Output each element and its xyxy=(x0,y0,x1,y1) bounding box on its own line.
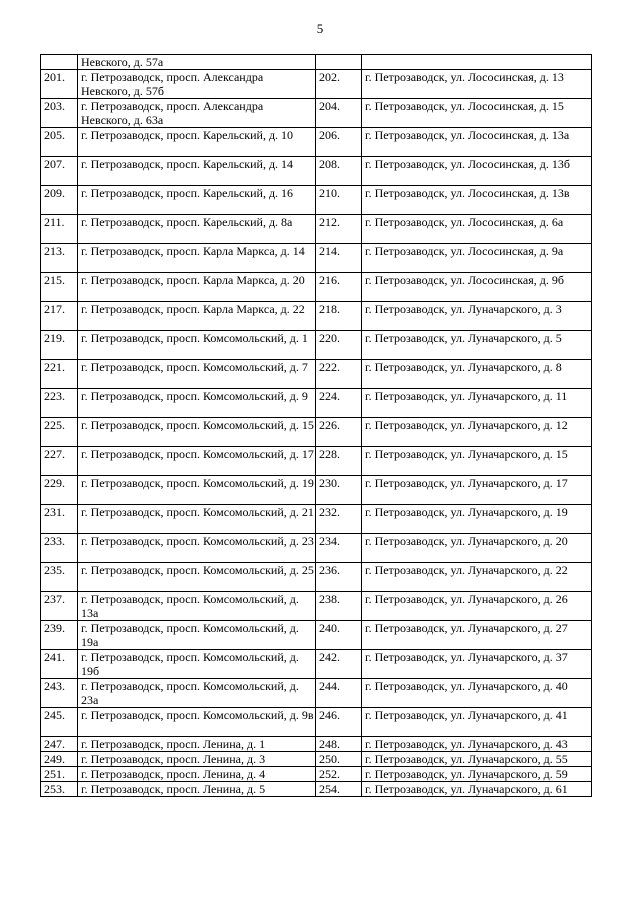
entry-number-right: 232. xyxy=(316,505,362,534)
entry-address-left: Невского, д. 57а xyxy=(78,55,316,70)
entry-address-left: г. Петрозаводск, просп. Комсомольский, д. 9в xyxy=(78,708,316,737)
entry-number-left: 209. xyxy=(41,186,78,215)
entry-number-right: 254. xyxy=(316,782,362,797)
entry-number-left: 243. xyxy=(41,679,78,708)
table-row xyxy=(41,650,592,679)
entry-number-right: 248. xyxy=(316,737,362,752)
table-row xyxy=(41,389,592,418)
entry-address-right: г. Петрозаводск, ул. Лососинская, д. 6а xyxy=(362,215,592,244)
table-row xyxy=(41,418,592,447)
table-row xyxy=(41,679,592,708)
entry-number-right: 236. xyxy=(316,563,362,592)
entry-address-left: г. Петрозаводск, просп. Комсомольский, д. 19б xyxy=(78,650,316,679)
entry-address-left: г. Петрозаводск, просп. Ленина, д. 5 xyxy=(78,782,316,797)
entry-number-right: 240. xyxy=(316,621,362,650)
entry-address-left: г. Петрозаводск, просп. Комсомольский, д. 19 xyxy=(78,476,316,505)
entry-number-left: 225. xyxy=(41,418,78,447)
entry-address-right: г. Петрозаводск, ул. Лососинская, д. 9б xyxy=(362,273,592,302)
entry-address-right: г. Петрозаводск, ул. Луначарского, д. 5 xyxy=(362,331,592,360)
entry-address-left: г. Петрозаводск, просп. Комсомольский, д. 7 xyxy=(78,360,316,389)
entry-address-right: г. Петрозаводск, ул. Луначарского, д. 41 xyxy=(362,708,592,737)
entry-number-right: 222. xyxy=(316,360,362,389)
entry-address-right: г. Петрозаводск, ул. Луначарского, д. 12 xyxy=(362,418,592,447)
entry-number-left: 241. xyxy=(41,650,78,679)
entry-number-left: 213. xyxy=(41,244,78,273)
entry-address-right: г. Петрозаводск, ул. Луначарского, д. 19 xyxy=(362,505,592,534)
entry-address-right: г. Петрозаводск, ул. Луначарского, д. 20 xyxy=(362,534,592,563)
entry-number-left: 233. xyxy=(41,534,78,563)
entry-address-right: г. Петрозаводск, ул. Луначарского, д. 17 xyxy=(362,476,592,505)
entry-number-right: 250. xyxy=(316,752,362,767)
entry-address-right: г. Петрозаводск, ул. Лососинская, д. 13б xyxy=(362,157,592,186)
entry-number-left: 211. xyxy=(41,215,78,244)
entry-number-left: 247. xyxy=(41,737,78,752)
table-row xyxy=(41,55,592,70)
entry-number-left: 231. xyxy=(41,505,78,534)
table-row xyxy=(41,128,592,157)
table-row xyxy=(41,708,592,737)
entry-number-left: 253. xyxy=(41,782,78,797)
entry-address-left: г. Петрозаводск, просп. Комсомольский, д. 13а xyxy=(78,592,316,621)
table-row xyxy=(41,70,592,99)
entry-number-right: 230. xyxy=(316,476,362,505)
table-row xyxy=(41,273,592,302)
entry-number-left: 223. xyxy=(41,389,78,418)
entry-number-right: 214. xyxy=(316,244,362,273)
entry-address-left: г. Петрозаводск, просп. Карельский, д. 16 xyxy=(78,186,316,215)
entry-address-right: г. Петрозаводск, ул. Луначарского, д. 15 xyxy=(362,447,592,476)
entry-address-left: г. Петрозаводск, просп. Карельский, д. 10 xyxy=(78,128,316,157)
table-row xyxy=(41,360,592,389)
entry-number-left: 217. xyxy=(41,302,78,331)
table-row xyxy=(41,752,592,767)
table-row xyxy=(41,302,592,331)
table-row xyxy=(41,99,592,128)
entry-number-left xyxy=(41,55,78,70)
table-row xyxy=(41,782,592,797)
entry-address-right: г. Петрозаводск, ул. Луначарского, д. 26 xyxy=(362,592,592,621)
address-table xyxy=(40,54,592,797)
entry-address-right: г. Петрозаводск, ул. Луначарского, д. 27 xyxy=(362,621,592,650)
entry-address-right xyxy=(362,55,592,70)
table-row xyxy=(41,476,592,505)
entry-number-right: 206. xyxy=(316,128,362,157)
entry-number-left: 235. xyxy=(41,563,78,592)
entry-address-left: г. Петрозаводск, просп. Карла Маркса, д. 20 xyxy=(78,273,316,302)
entry-address-right: г. Петрозаводск, ул. Луначарского, д. 43 xyxy=(362,737,592,752)
entry-address-left: г. Петрозаводск, просп. Карла Маркса, д. 14 xyxy=(78,244,316,273)
entry-number-right: 238. xyxy=(316,592,362,621)
page-number: 5 xyxy=(316,21,324,36)
table-row xyxy=(41,215,592,244)
entry-address-right: г. Петрозаводск, ул. Луначарского, д. 40 xyxy=(362,679,592,708)
entry-number-right: 242. xyxy=(316,650,362,679)
entry-number-right: 220. xyxy=(316,331,362,360)
entry-number-right: 246. xyxy=(316,708,362,737)
entry-number-left: 203. xyxy=(41,99,78,128)
entry-address-left: г. Петрозаводск, просп. Ленина, д. 4 xyxy=(78,767,316,782)
entry-address-left: г. Петрозаводск, просп. Комсомольский, д. 1 xyxy=(78,331,316,360)
entry-number-left: 245. xyxy=(41,708,78,737)
entry-number-left: 249. xyxy=(41,752,78,767)
entry-address-right: г. Петрозаводск, ул. Лососинская, д. 13а xyxy=(362,128,592,157)
table-row xyxy=(41,621,592,650)
entry-number-right: 218. xyxy=(316,302,362,331)
entry-number-right: 216. xyxy=(316,273,362,302)
entry-number-left: 219. xyxy=(41,331,78,360)
entry-number-right: 226. xyxy=(316,418,362,447)
entry-address-left: г. Петрозаводск, просп. Комсомольский, д. 21 xyxy=(78,505,316,534)
table-row xyxy=(41,447,592,476)
table-row xyxy=(41,244,592,273)
entry-number-left: 239. xyxy=(41,621,78,650)
entry-address-right: г. Петрозаводск, ул. Луначарского, д. 8 xyxy=(362,360,592,389)
entry-address-left: г. Петрозаводск, просп. Александра Невского, д. 63а xyxy=(78,99,316,128)
entry-number-left: 221. xyxy=(41,360,78,389)
table-row xyxy=(41,592,592,621)
address-table-body xyxy=(41,55,592,797)
entry-number-left: 237. xyxy=(41,592,78,621)
entry-address-left: г. Петрозаводск, просп. Карла Маркса, д. 22 xyxy=(78,302,316,331)
entry-number-right xyxy=(316,55,362,70)
table-row xyxy=(41,157,592,186)
entry-number-left: 227. xyxy=(41,447,78,476)
entry-address-left: г. Петрозаводск, просп. Комсомольский, д. 17 xyxy=(78,447,316,476)
entry-number-right: 212. xyxy=(316,215,362,244)
entry-number-right: 244. xyxy=(316,679,362,708)
table-row xyxy=(41,331,592,360)
table-row xyxy=(41,534,592,563)
entry-address-right: г. Петрозаводск, ул. Луначарского, д. 61 xyxy=(362,782,592,797)
entry-number-right: 252. xyxy=(316,767,362,782)
table-row xyxy=(41,563,592,592)
entry-number-right: 208. xyxy=(316,157,362,186)
entry-address-right: г. Петрозаводск, ул. Луначарского, д. 55 xyxy=(362,752,592,767)
entry-address-left: г. Петрозаводск, просп. Комсомольский, д. 19а xyxy=(78,621,316,650)
entry-address-right: г. Петрозаводск, ул. Лососинская, д. 13 xyxy=(362,70,592,99)
entry-address-right: г. Петрозаводск, ул. Луначарского, д. 37 xyxy=(362,650,592,679)
entry-number-right: 204. xyxy=(316,99,362,128)
table-row xyxy=(41,767,592,782)
entry-number-left: 215. xyxy=(41,273,78,302)
entry-address-right: г. Петрозаводск, ул. Луначарского, д. 11 xyxy=(362,389,592,418)
entry-address-left: г. Петрозаводск, просп. Ленина, д. 3 xyxy=(78,752,316,767)
entry-number-right: 210. xyxy=(316,186,362,215)
entry-number-left: 251. xyxy=(41,767,78,782)
table-row xyxy=(41,186,592,215)
entry-address-left: г. Петрозаводск, просп. Ленина, д. 1 xyxy=(78,737,316,752)
entry-number-right: 234. xyxy=(316,534,362,563)
table-row xyxy=(41,505,592,534)
entry-address-left: г. Петрозаводск, просп. Александра Невского, д. 57б xyxy=(78,70,316,99)
entry-address-right: г. Петрозаводск, ул. Лососинская, д. 9а xyxy=(362,244,592,273)
entry-number-right: 224. xyxy=(316,389,362,418)
entry-number-left: 205. xyxy=(41,128,78,157)
entry-address-left: г. Петрозаводск, просп. Комсомольский, д. 23а xyxy=(78,679,316,708)
entry-address-left: г. Петрозаводск, просп. Карельский, д. 14 xyxy=(78,157,316,186)
entry-address-left: г. Петрозаводск, просп. Комсомольский, д. 9 xyxy=(78,389,316,418)
entry-address-right: г. Петрозаводск, ул. Луначарского, д. 3 xyxy=(362,302,592,331)
entry-address-left: г. Петрозаводск, просп. Комсомольский, д. 15 xyxy=(78,418,316,447)
entry-address-left: г. Петрозаводск, просп. Комсомольский, д. 25 xyxy=(78,563,316,592)
entry-address-right: г. Петрозаводск, ул. Луначарского, д. 22 xyxy=(362,563,592,592)
entry-number-left: 201. xyxy=(41,70,78,99)
entry-number-left: 207. xyxy=(41,157,78,186)
entry-address-left: г. Петрозаводск, просп. Карельский, д. 8а xyxy=(78,215,316,244)
entry-address-left: г. Петрозаводск, просп. Комсомольский, д. 23 xyxy=(78,534,316,563)
entry-address-right: г. Петрозаводск, ул. Лососинская, д. 13в xyxy=(362,186,592,215)
entry-address-right: г. Петрозаводск, ул. Лососинская, д. 15 xyxy=(362,99,592,128)
entry-number-right: 228. xyxy=(316,447,362,476)
entry-address-right: г. Петрозаводск, ул. Луначарского, д. 59 xyxy=(362,767,592,782)
table-row xyxy=(41,737,592,752)
entry-number-left: 229. xyxy=(41,476,78,505)
entry-number-right: 202. xyxy=(316,70,362,99)
